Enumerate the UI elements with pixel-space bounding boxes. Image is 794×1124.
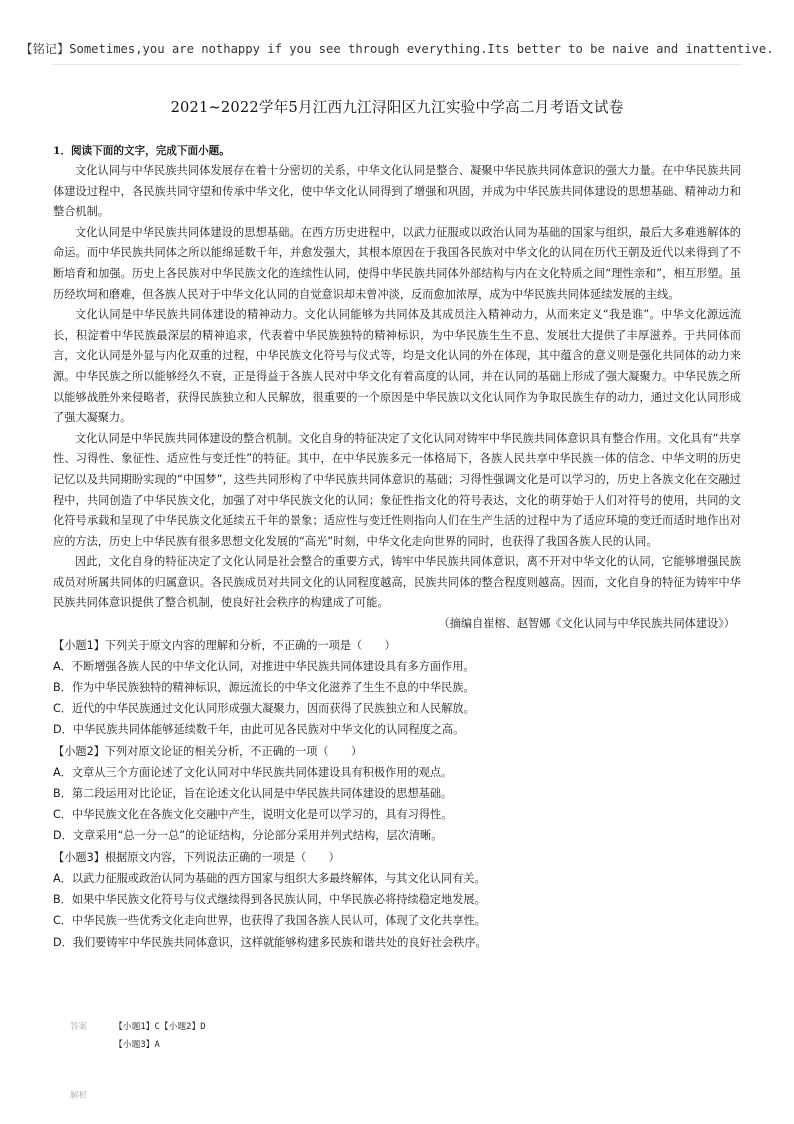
page-title: 2021~2022学年5月江西九江浔阳区九江实验中学高二月考语文试卷 — [170, 99, 624, 116]
question-1 — [53, 141, 741, 953]
passage-paragraph: 文化认同与中华民族共同体发展存在着十分密切的关系，中华文化认同是整合、凝聚中华民族共同体意识的强大力量。在中华民族共同体建设过程中，各民族共同守望和传承中华文化，使中华文化认同得到了增强和巩固，并成为中华民族共同体建设的思想基础、精神动力和整合机制。 — [53, 164, 741, 219]
answer-line-2: 【小题3】A — [114, 1040, 160, 1050]
analysis-label: 解析 — [70, 1091, 88, 1101]
header-motto: 【铭记】Sometimes,you are nothappy if you see through everything.Its better to be naive and inattentive. — [20, 42, 774, 56]
subquestion-3 — [53, 847, 741, 953]
option-d: D．中华民族共同体能够延续数千年，由此可见各民族对中华文化的认同程度之高。 — [53, 723, 465, 737]
passage-paragraph: 因此，文化自身的特征决定了文化认同是社会整合的重要方式，铸牢中华民族共同体意识，离不开对中华文化的认同，它能够增强民族成员对所属共同体的归属意识。各民族成员对共同文化的认同程度越高，民族共同体的整合程度则越高。因而，文化自身的特征为铸牢中华民族共同体意识提供了整合机制，使良好社会秩序的构建成了可能。 — [53, 555, 741, 610]
question-heading: 1．阅读下面的文字，完成下面小题。 — [53, 145, 230, 157]
subquestion-stem: 【小题3】根据原文内容，下列说法正确的一项是（ ） — [53, 850, 340, 864]
option-a: A．以武力征服或政治认同为基础的西方国家与组织大多最终解体，与其文化认同有关。 — [53, 871, 486, 885]
subquestion-stem: 【小题2】下列对原文论证的相关分析，不正确的一项（ ） — [53, 744, 363, 758]
option-a: A．不断增强各族人民的中华文化认同，对推进中华民族共同体建设具有多方面作用。 — [53, 659, 475, 673]
option-d: D．文章采用“总一分一总”的论证结构，分论部分采用并列式结构，层次清晰。 — [53, 829, 443, 843]
passage-paragraph: 文化认同是中华民族共同体建设的整合机制。文化自身的特征决定了文化认同对铸牢中华民族共同体意识具有整合作用。文化具有“共享性、习得性、象征性、适应性与变迁性”的特征。其中，在中华民族多元一体格局下，各族人民共享中华民族一体的信念、中华文明的历史记忆以及共同期盼实现的“中国梦”，这些共同形构了中华民族共同体意识的基础；习得性强调文化是可以学习的，历史上各族文化在交融过程中，共同创造了中华民族文化，加强了对中华民族文化的认同；象征性指文化的符号表达，文化的萌芽始于人们对符号的使用，共同的文化符号承载和呈现了中华民族文化延续五千年的景象；适应性与变迁性则指向人们在生产生活的过程中为了适应环境的变迁而适时地作出对应的方法，历史上中华民族有很多思想文化发展的“高光”时刻，中华文化走向世界的同时，也获得了我国各族人民的认同。 — [53, 431, 741, 548]
option-b: B．如果中华民族文化符号与仪式继续得到各民族认同，中华民族必将持续稳定地发展。 — [53, 893, 486, 907]
subquestion-1 — [53, 635, 741, 741]
option-b: B．作为中华民族独特的精神标识，源远流长的中华文化滋养了生生不息的中华民族。 — [53, 681, 475, 695]
option-d: D．我们要铸牢中华民族共同体意识，这样就能够构建多民族和谐共处的良好社会秩序。 — [53, 935, 487, 949]
header-divider — [52, 64, 742, 65]
passage-source: （摘编自崔榕、赵智娜《文化认同与中华民族共同体建设》） — [438, 617, 735, 631]
answer-label: 答案 — [70, 1022, 88, 1032]
passage-paragraph: 文化认同是中华民族共同体建设的精神动力。文化认同能够为共同体及其成员注入精神动力，从而来定义“我是谁”。中华文化源远流长，积淀着中华民族最深层的精神追求，代表着中华民族独特的精神标识，为中华民族生生不息、发展壮大提供了丰厚滋养。于共同体而言，文化认同是外显与内化双重的过程，中华民族文化符号与仪式等，均是文化认同的外在体现，其中蕴含的意义则是强化共同体的动力来源。中华民族之所以能够经久不衰，正是得益于各族人民对中华文化有着高度的认同，并在认同的基础上形成了强大凝聚力。中华民族之所以能够战胜外来侵略者，获得民族独立和人民解放，很重要的一个原因是中华民族以文化认同作为争取民族生存的动力，通过文化认同形成了强大凝聚力。 — [53, 308, 741, 425]
subquestion-stem: 【小题1】下列关于原文内容的理解和分析，不正确的一项是（ ） — [53, 638, 396, 652]
option-c: C．中华民族文化在各族文化交融中产生，说明文化是可以学习的，具有习得性。 — [53, 808, 453, 822]
option-c: C．中华民族一些优秀文化走向世界，也获得了我国各族人民认可，体现了文化共享性。 — [53, 914, 486, 928]
option-a: A．文章从三个方面论述了文化认同对中华民族共同体建设具有积极作用的观点。 — [53, 765, 453, 779]
passage-paragraph: 文化认同是中华民族共同体建设的思想基础。在西方历史进程中，以武力征服或以政治认同为基础的国家与组织，最后大多难逃解体的命运。而中华民族共同体之所以能绵延数千年，并愈发强大，其根本原因在于我国各民族对中华文化的认同在历代王朝及近代以来得到了不断培育和加强。历史上各民族对中华民族文化的连续性认同，使得中华民族共同体外部结构与内在文化特质之间“理性亲和”，相互形塑。虽历经坎坷和磨难，但各族人民对于中华文化认同的自觉意识却未曾冲淡，反而愈加浓厚，成为中华民族共同体延续发展的主线。 — [53, 225, 741, 301]
option-c: C．近代的中华民族通过文化认同形成强大凝聚力，因而获得了民族独立和人民解放。 — [53, 702, 475, 716]
option-b: B．第二段运用对比论证，旨在论述文化认同是中华民族共同体建设的思想基础。 — [53, 787, 453, 801]
answer-line-1: 【小题1】C【小题2】D — [114, 1022, 206, 1032]
subquestion-2 — [53, 741, 741, 847]
